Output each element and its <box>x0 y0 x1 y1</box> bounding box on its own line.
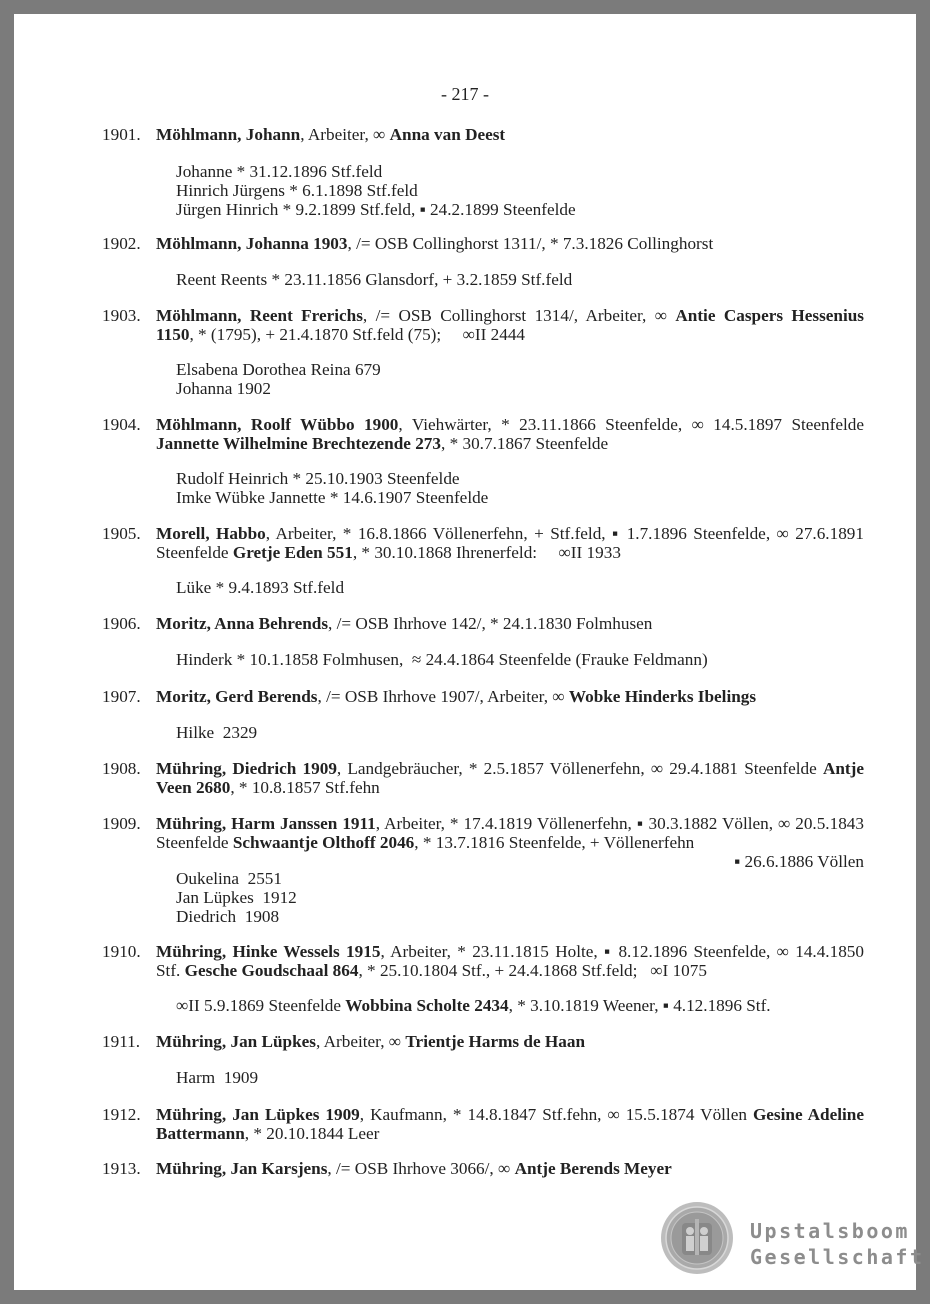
entry-1909 <box>102 814 864 871</box>
entry-number: 1903. <box>102 306 141 325</box>
entry-number: 1909. <box>102 814 141 833</box>
entry-1905 <box>102 524 864 562</box>
entry-1901 <box>102 125 864 144</box>
entry-heading: Möhlmann, Reent Frerichs, /= OSB Collinghorst 1314/, Arbeiter, ∞ Antie Caspers Hessenius 1150, * (1795), + 21.4.1870 Stf.feld (75); ∞II 2444 <box>156 306 864 344</box>
document-page <box>14 14 925 1290</box>
child-line: Jürgen Hinrich * 9.2.1899 Stf.feld, ▪ 24.2.1899 Steenfelde <box>176 200 576 219</box>
entry-1912 <box>102 1105 864 1143</box>
entry-1904 <box>102 415 864 453</box>
children-list <box>176 469 876 507</box>
seal-logo-icon <box>660 1201 734 1275</box>
entry-1911 <box>102 1032 864 1051</box>
entry-1913 <box>102 1159 864 1178</box>
entry-number: 1904. <box>102 415 141 434</box>
entry-1903 <box>102 306 864 344</box>
entry-1902 <box>102 234 864 253</box>
entry-number: 1905. <box>102 524 141 543</box>
entry-heading: Mühring, Harm Janssen 1911, Arbeiter, * 17.4.1819 Völlenerfehn, ▪ 30.3.1882 Völlen, ∞ 20.5.1843 Steenfelde Schwaantje Olthoff 2046, * 13.7.1816 Steenfelde, + Völlenerfehn <box>156 814 864 852</box>
entry-heading: Mühring, Jan Lüpkes, Arbeiter, ∞ Trientje Harms de Haan <box>156 1032 586 1051</box>
children-list <box>176 162 876 219</box>
child-line: Jan Lüpkes 1912 <box>176 888 297 907</box>
child-line: Elsabena Dorothea Reina 679 <box>176 360 381 379</box>
brand-line-2: Gesellschaft <box>750 1245 925 1269</box>
children-list <box>176 723 876 742</box>
child-line: ∞II 5.9.1869 Steenfelde Wobbina Scholte 2434, * 3.10.1819 Weener, ▪ 4.12.1896 Stf. <box>176 996 771 1015</box>
entry-1910 <box>102 942 864 980</box>
children-list <box>176 1068 876 1087</box>
children-list <box>176 578 876 597</box>
entry-number: 1910. <box>102 942 141 961</box>
entry-number: 1912. <box>102 1105 141 1124</box>
entry-heading: Möhlmann, Roolf Wübbo 1900, Viehwärter, * 23.11.1866 Steenfelde, ∞ 14.5.1897 Steenfelde Jannette Wilhelmine Brechtezende 273, * 30.7.1867 Steenfelde <box>156 415 864 453</box>
entry-heading: Möhlmann, Johanna 1903, /= OSB Collinghorst 1311/, * 7.3.1826 Collinghorst <box>156 234 714 253</box>
entry-number: 1901. <box>102 125 141 144</box>
entry-heading: Moritz, Gerd Berends, /= OSB Ihrhove 1907/, Arbeiter, ∞ Wobke Hinderks Ibelings <box>156 687 757 706</box>
entry-heading: Mühring, Jan Lüpkes 1909, Kaufmann, * 14.8.1847 Stf.fehn, ∞ 15.5.1874 Völlen Gesine Adeline Battermann, * 20.10.1844 Leer <box>156 1105 864 1143</box>
child-line: Johanna 1902 <box>176 379 271 398</box>
brand-line-1: Upstalsboom <box>750 1219 910 1243</box>
child-line: Hilke 2329 <box>176 723 258 742</box>
entry-heading: Moritz, Anna Behrends, /= OSB Ihrhove 142/, * 24.1.1830 Folmhusen <box>156 614 653 633</box>
page-number: - 217 - <box>441 84 489 104</box>
child-line: Reent Reents * 23.11.1856 Glansdorf, + 3.2.1859 Stf.feld <box>176 270 573 289</box>
entry-heading: Möhlmann, Johann, Arbeiter, ∞ Anna van Deest <box>156 125 506 144</box>
entry-number: 1913. <box>102 1159 141 1178</box>
entry-heading: Mühring, Jan Karsjens, /= OSB Ihrhove 3066/, ∞ Antje Berends Meyer <box>156 1159 672 1178</box>
entry-1908 <box>102 759 864 797</box>
child-line: Rudolf Heinrich * 25.10.1903 Steenfelde <box>176 469 460 488</box>
children-list <box>176 869 876 926</box>
entry-heading: Morell, Habbo, Arbeiter, * 16.8.1866 Völlenerfehn, + Stf.feld, ▪ 1.7.1896 Steenfelde, ∞ 27.6.1891 Steenfelde Gretje Eden 551, * 30.10.1868 Ihrenerfeld: ∞II 1933 <box>156 524 864 562</box>
brand-wordmark <box>750 1218 925 1270</box>
child-line: Lüke * 9.4.1893 Stf.feld <box>176 578 345 597</box>
children-list <box>176 270 876 289</box>
child-line: Johanne * 31.12.1896 Stf.feld <box>176 162 383 181</box>
entry-number: 1902. <box>102 234 141 253</box>
child-line: Harm 1909 <box>176 1068 259 1087</box>
entry-number: 1911. <box>102 1032 141 1051</box>
children-list <box>176 360 876 398</box>
entry-heading: Mühring, Hinke Wessels 1915, Arbeiter, * 23.11.1815 Holte, ▪ 8.12.1896 Steenfelde, ∞ 14.4.1850 Stf. Gesche Goudschaal 864, * 25.10.1804 Stf., + 24.4.1868 Stf.feld; ∞I 1075 <box>156 942 864 980</box>
entry-1907 <box>102 687 864 706</box>
child-line: Hinderk * 10.1.1858 Folmhusen, ≈ 24.4.1864 Steenfelde (Frauke Feldmann) <box>176 650 708 669</box>
entry-1906 <box>102 614 864 633</box>
entry-number: 1906. <box>102 614 141 633</box>
child-line: Diedrich 1908 <box>176 907 280 926</box>
entry-number: 1907. <box>102 687 141 706</box>
child-line: Hinrich Jürgens * 6.1.1898 Stf.feld <box>176 181 418 200</box>
children-list <box>176 650 876 669</box>
entry-extra-line: ▪ 26.6.1886 Völlen <box>734 852 864 871</box>
entry-heading: Mühring, Diedrich 1909, Landgebräucher, * 2.5.1857 Völlenerfehn, ∞ 29.4.1881 Steenfelde Antje Veen 2680, * 10.8.1857 Stf.fehn <box>156 759 864 797</box>
child-line: Oukelina 2551 <box>176 869 282 888</box>
second-marriage-line <box>176 996 876 1015</box>
entry-number: 1908. <box>102 759 141 778</box>
child-line: Imke Wübke Jannette * 14.6.1907 Steenfelde <box>176 488 489 507</box>
